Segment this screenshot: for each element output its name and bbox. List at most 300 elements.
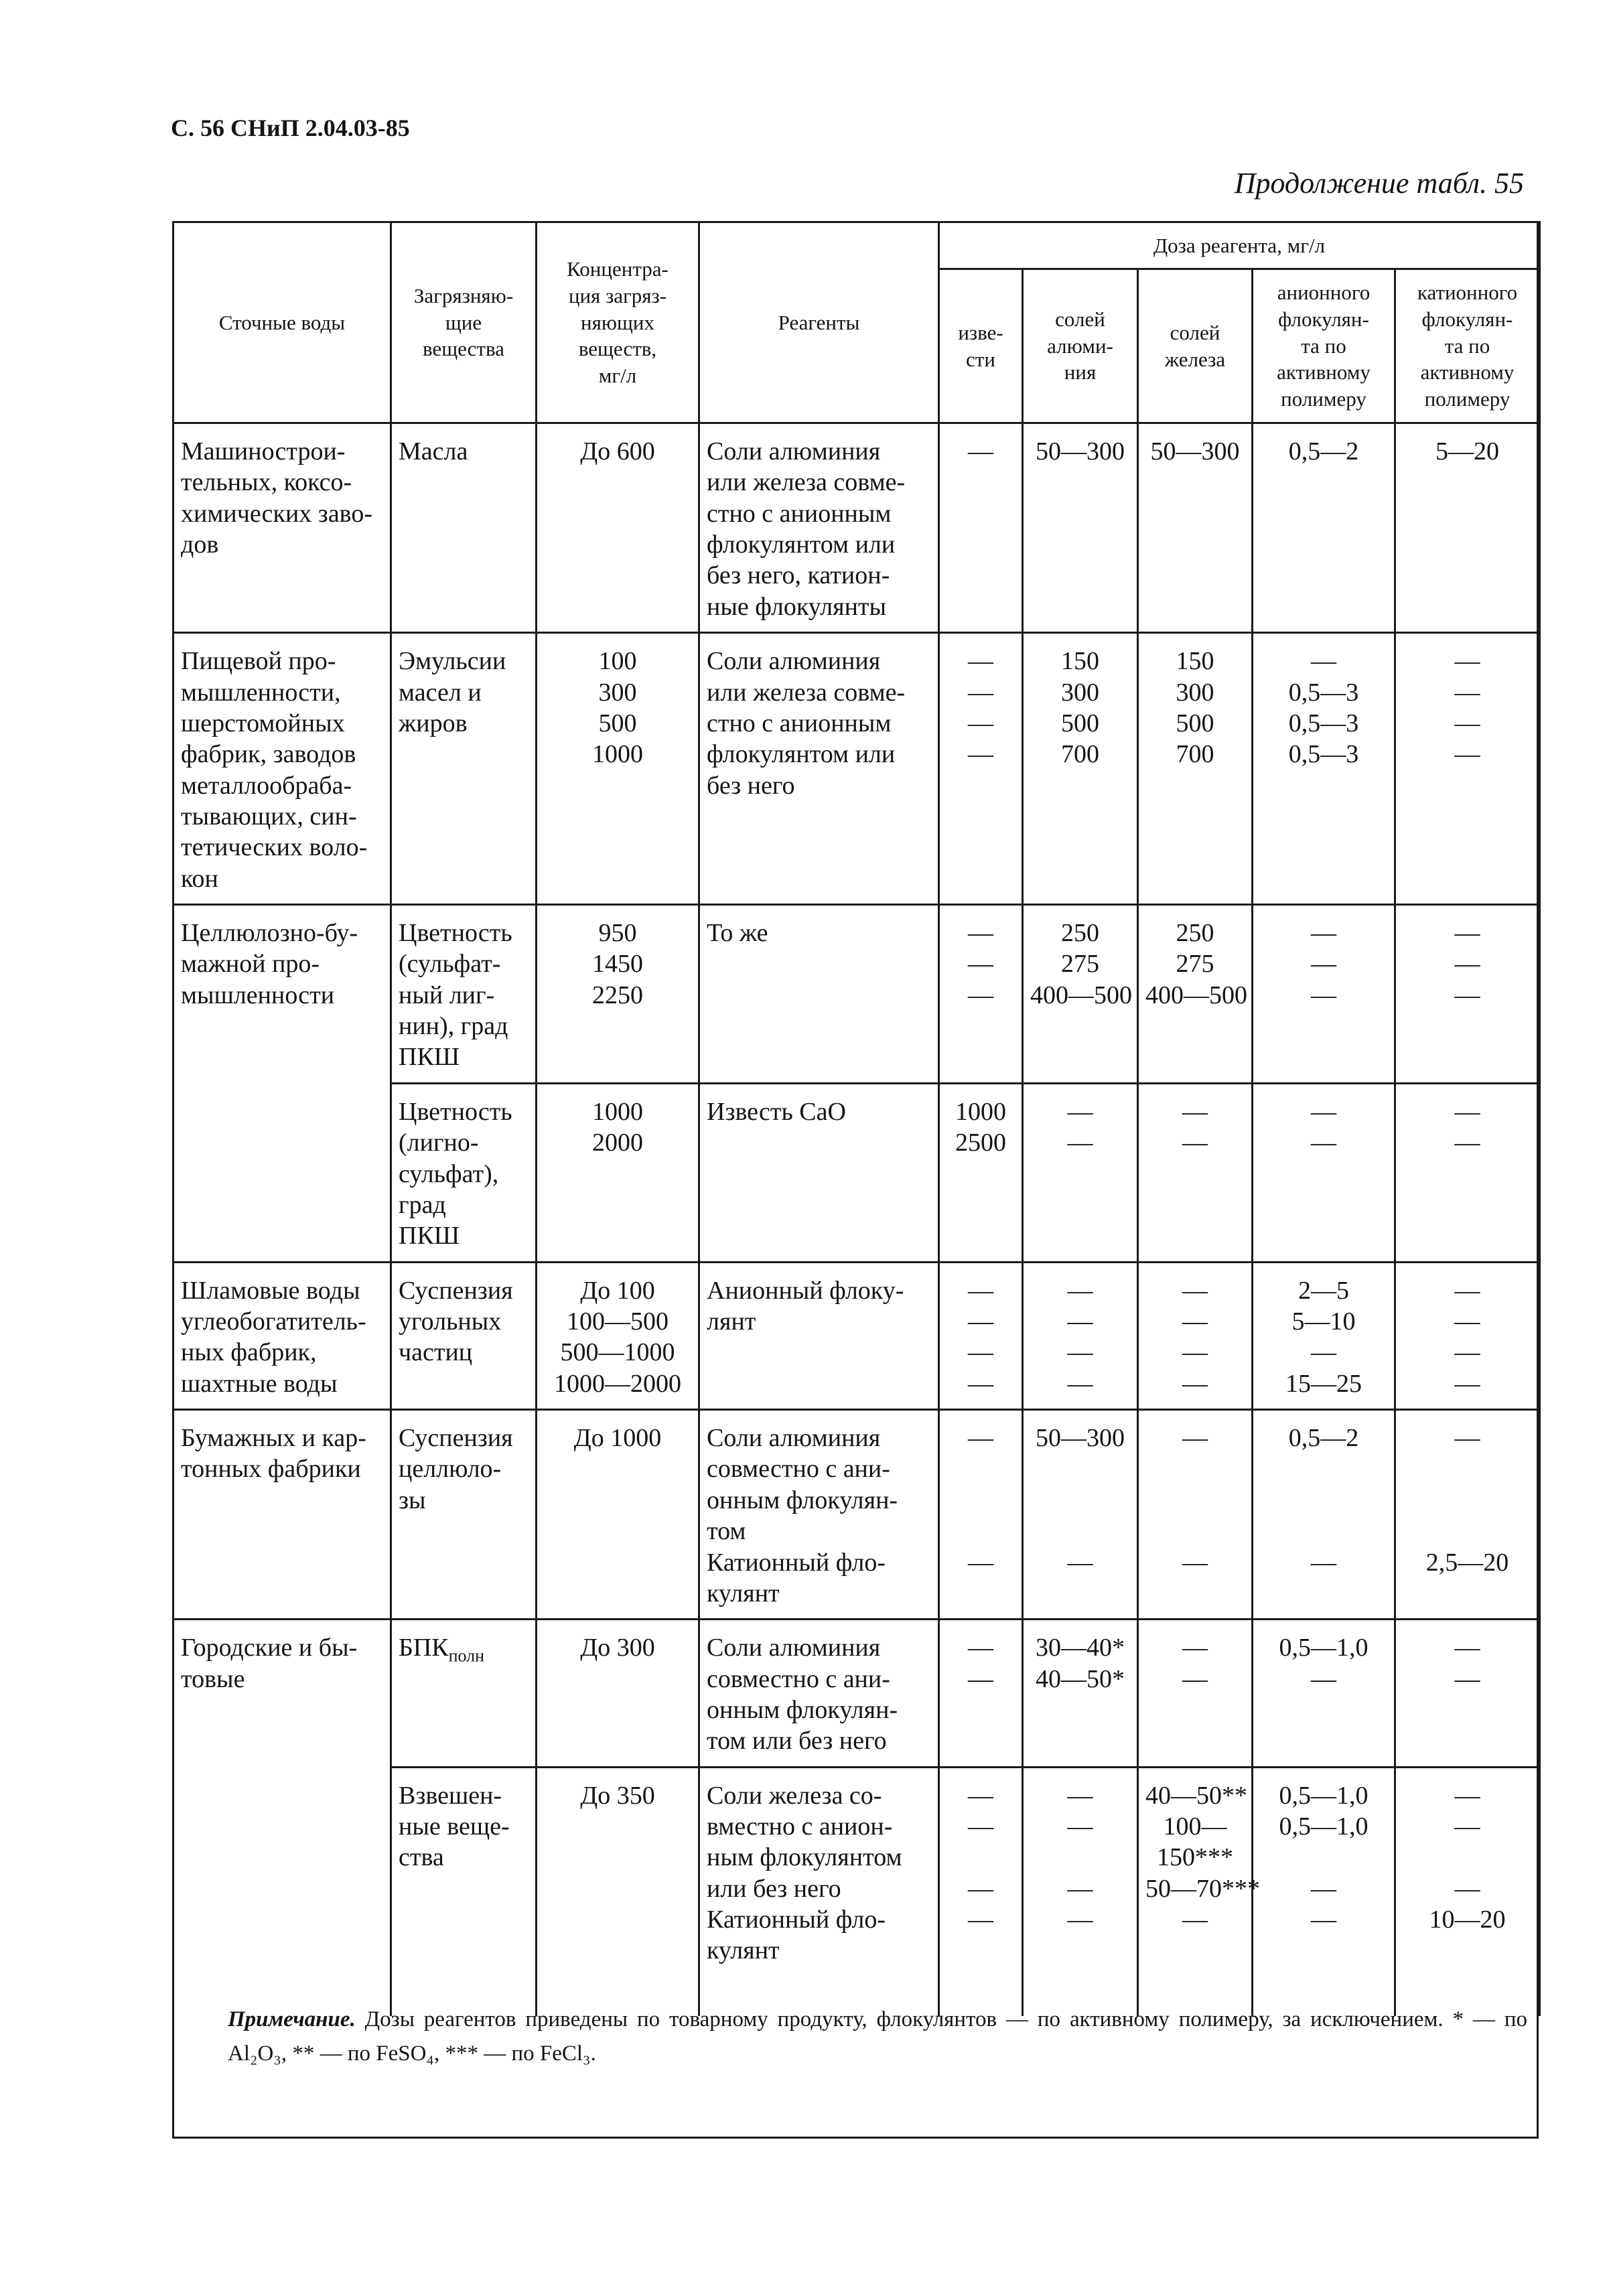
text-line: [1030, 1842, 1130, 1873]
text-line: 0,5—2: [1288, 437, 1359, 465]
text-line: 0,5—3: [1288, 709, 1359, 737]
text-line: активному: [1277, 360, 1371, 384]
text-line: сти: [966, 347, 995, 371]
header-reagents: [699, 222, 939, 423]
text-line: —: [1311, 1338, 1336, 1367]
text-line: 500: [1176, 709, 1214, 737]
text-line: мышленности: [181, 981, 335, 1009]
text-line: 2000: [592, 1129, 643, 1157]
table-row: [173, 1262, 1540, 1409]
text-line: [1260, 1485, 1387, 1516]
text-line: флокулян-: [1278, 307, 1369, 331]
text-line: без него, катион-: [707, 561, 890, 590]
text-line: —: [1067, 1276, 1093, 1305]
text-line: 700: [1176, 740, 1214, 769]
text-line: углеобогатитель-: [181, 1307, 366, 1336]
text-line: —: [1311, 1097, 1336, 1126]
text-line: стно с анионным: [707, 499, 892, 528]
text-line: —: [1182, 1369, 1208, 1398]
text-line: 300: [598, 678, 637, 707]
cell-lime: [939, 1620, 1023, 1767]
text-line: —: [1454, 1338, 1480, 1367]
cell-reagents: [699, 1767, 939, 1976]
cell-concentration: [537, 1620, 699, 1767]
text-line: То же: [707, 919, 768, 948]
cell-aluminium: [1023, 1083, 1138, 1262]
cell-lime: [939, 1262, 1023, 1409]
text-line: вещества: [423, 337, 504, 361]
text-line: угольных: [399, 1307, 502, 1336]
text-line: 0,5—3: [1288, 740, 1359, 769]
text-line: 100: [598, 647, 637, 676]
text-line: —: [1311, 1906, 1336, 1934]
text-line: целлюло-: [399, 1455, 502, 1484]
text-line: шахтные воды: [181, 1369, 338, 1398]
text-line: та по: [1301, 334, 1346, 358]
cell-reagents: [699, 1410, 939, 1620]
text-line: 500: [1061, 709, 1099, 737]
text-line: —: [1182, 1634, 1208, 1662]
text-line: 1000: [592, 740, 643, 769]
text-line: [1403, 1453, 1532, 1484]
text-line: 275: [1176, 950, 1214, 979]
cell-reagents: [699, 1083, 939, 1262]
text-line: —: [968, 1369, 993, 1398]
text-line: том: [707, 1517, 746, 1546]
cell-wastewater: [173, 633, 391, 905]
text-line: мышленности,: [181, 678, 341, 707]
text-line: 100—: [1163, 1812, 1227, 1841]
cell-wastewater: [173, 423, 391, 633]
text-line: —: [1454, 1812, 1480, 1841]
text-line: 50—300: [1036, 437, 1125, 465]
text-line: химических заво-: [181, 499, 373, 528]
text-line: железа: [1164, 347, 1226, 371]
text-line: —: [1454, 981, 1480, 1009]
text-line: —: [1311, 981, 1336, 1009]
text-line: —: [1067, 1812, 1093, 1841]
text-line: [1260, 1516, 1387, 1547]
text-line: флокулян-: [1421, 307, 1513, 331]
cell-aluminium: [1023, 1620, 1138, 1767]
cell-concentration: [537, 1262, 699, 1409]
text-line: Доза реагента, мг/л: [1153, 233, 1326, 257]
cell-cationic: [1395, 1410, 1540, 1620]
text-line: 40—50*: [1036, 1664, 1125, 1693]
text-line: —: [1454, 1664, 1480, 1693]
cell-aluminium: [1023, 633, 1138, 905]
cell-anionic: [1253, 1767, 1395, 1976]
text-line: [946, 1516, 1015, 1547]
text-line: тонных фабрики: [181, 1455, 361, 1484]
text-line: Катионный фло-: [707, 1548, 886, 1577]
text-line: Цветность: [399, 1097, 512, 1126]
cell-iron: [1138, 1410, 1253, 1620]
text-line: —: [1067, 1097, 1093, 1126]
text-line: [1403, 1516, 1532, 1547]
header-concentration: [537, 222, 699, 423]
text-line: мажной про-: [181, 950, 320, 979]
cell-pollutants: [391, 1083, 537, 1262]
bod-label: БПК: [399, 1634, 449, 1662]
text-line: [1403, 1842, 1532, 1873]
text-line: Соли алюминия: [707, 1424, 881, 1453]
text-line: 1000: [955, 1097, 1006, 1126]
text-line: —: [1182, 1906, 1208, 1934]
table-row: [173, 1410, 1540, 1620]
text-line: 100—500: [567, 1307, 669, 1336]
text-line: сульфат),: [399, 1159, 499, 1188]
text-line: Известь CaO: [707, 1097, 846, 1126]
text-line: изве-: [958, 320, 1003, 344]
text-line: полимеру: [1424, 387, 1511, 411]
text-line: Катионный фло-: [707, 1906, 886, 1934]
cell-iron: [1138, 1262, 1253, 1409]
text-line: —: [1182, 1424, 1208, 1453]
text-line: —: [968, 919, 993, 948]
cell-concentration: [537, 1083, 699, 1262]
cell-anionic: [1253, 1083, 1395, 1262]
text-line: ный лиг-: [399, 981, 495, 1009]
text-line: 950: [598, 919, 637, 948]
text-line: [1030, 1453, 1130, 1484]
text-line: Цветность: [399, 919, 512, 948]
text-line: Соли алюминия: [707, 437, 881, 465]
text-line: флокулянтом или: [707, 740, 896, 769]
text-line: 0,5—3: [1288, 678, 1359, 707]
text-line: солей: [1170, 320, 1220, 344]
cell-wastewater: [173, 1620, 391, 1976]
cell-cationic: [1395, 905, 1540, 1084]
text-line: —: [1454, 740, 1480, 769]
text-line: 0,5—1,0: [1279, 1634, 1369, 1662]
cell-lime: [939, 1410, 1023, 1620]
text-line: 50—300: [1150, 437, 1240, 465]
cell-iron: [1138, 633, 1253, 905]
text-line: тывающих, син-: [181, 802, 357, 831]
text-line: —: [1067, 1338, 1093, 1367]
text-line: кулянт: [707, 1579, 780, 1607]
text-line: Соли алюминия: [707, 1634, 881, 1662]
text-line: —: [1454, 1097, 1480, 1126]
text-line: Анионный флоку-: [707, 1276, 904, 1305]
text-line: —: [968, 1548, 993, 1577]
text-line: 300: [1176, 678, 1214, 707]
text-line: 2,5—20: [1425, 1548, 1509, 1577]
text-line: 0,5—1,0: [1279, 1781, 1369, 1810]
header-lime: [939, 269, 1023, 423]
text-line: ния: [1064, 360, 1097, 384]
text-line: Загрязняю-: [413, 283, 514, 307]
text-line: кон: [181, 864, 218, 893]
table-row: [173, 1620, 1540, 1767]
page-header: С. 56 СНиП 2.04.03-85: [171, 115, 410, 141]
cell-lime: [939, 1083, 1023, 1262]
text-line: —: [1454, 1424, 1480, 1453]
text-line: —: [1454, 1369, 1480, 1398]
text-line: —: [968, 1664, 993, 1693]
text-line: ные веще-: [399, 1812, 510, 1841]
table-continuation-caption: Продолжение табл. 55: [1234, 167, 1524, 200]
text-line: стно с анионным: [707, 709, 892, 737]
cell-aluminium: [1023, 423, 1138, 633]
text-line: —: [1311, 950, 1336, 979]
text-line: —: [1454, 919, 1480, 948]
text-line: анионного: [1277, 281, 1371, 305]
text-line: —: [1454, 1781, 1480, 1810]
text-line: [946, 1485, 1015, 1516]
cell-pollutants: [391, 1262, 537, 1409]
text-line: веществ,: [578, 337, 657, 361]
cell-anionic: [1253, 1620, 1395, 1767]
text-line: [1145, 1453, 1245, 1484]
text-line: Реагенты: [778, 310, 860, 334]
text-line: [1260, 1453, 1387, 1484]
text-line: 275: [1061, 950, 1099, 979]
text-line: —: [968, 1812, 993, 1841]
text-line: —: [1182, 1664, 1208, 1693]
text-line: —: [1454, 647, 1480, 676]
text-line: До 600: [580, 437, 655, 465]
cell-anionic: [1253, 905, 1395, 1084]
text-line: До 300: [580, 1634, 655, 1662]
header-pollutants: [391, 222, 537, 423]
text-line: алюми-: [1047, 334, 1113, 358]
cell-lime: [939, 633, 1023, 905]
text-line: —: [968, 1634, 993, 1662]
text-line: Соли алюминия: [707, 647, 881, 676]
text-line: масел и: [399, 678, 482, 707]
text-line: или железа совме-: [707, 678, 906, 707]
text-line: ПКШ: [399, 1043, 460, 1072]
cell-cationic: [1395, 1262, 1540, 1409]
text-line: тельных, коксо-: [181, 468, 352, 497]
text-line: Суспензия: [399, 1424, 513, 1453]
text-line: лянт: [707, 1307, 756, 1336]
cell-lime: [939, 905, 1023, 1084]
cell-aluminium: [1023, 1767, 1138, 1976]
text-line: Пищевой про-: [181, 647, 336, 676]
cell-lime: [939, 423, 1023, 633]
text-line: фабрик, заводов: [181, 740, 356, 769]
text-line: Суспензия: [399, 1276, 513, 1305]
text-line: 0,5—1,0: [1279, 1812, 1369, 1841]
text-line: Взвешен-: [399, 1781, 502, 1810]
text-line: (сульфат-: [399, 950, 501, 979]
cell-iron: [1138, 1620, 1253, 1767]
text-line: —: [968, 1424, 993, 1453]
header-cationic-flocculant: [1395, 269, 1540, 423]
text-line: Городские и бы-: [181, 1634, 358, 1662]
cell-anionic: [1253, 633, 1395, 905]
table-note: [228, 2003, 1527, 2071]
cell-anionic: [1253, 1262, 1395, 1409]
text-line: шерстомойных: [181, 709, 345, 737]
text-line: зы: [399, 1486, 426, 1514]
cell-aluminium: [1023, 905, 1138, 1084]
text-line: [1260, 1842, 1387, 1873]
cell-concentration: [537, 633, 699, 905]
text-line: тетических воло-: [181, 833, 368, 862]
text-line: 150: [1176, 647, 1214, 676]
cell-concentration: [537, 423, 699, 633]
text-line: —: [1311, 1129, 1336, 1157]
text-line: —: [1067, 1307, 1093, 1336]
text-line: 10—20: [1429, 1906, 1506, 1934]
text-line: До 100: [580, 1276, 655, 1305]
cell-anionic: [1253, 423, 1395, 633]
text-line: Сточные воды: [218, 310, 346, 334]
text-line: Целлюлозно-бу-: [181, 919, 358, 948]
text-line: [1030, 1516, 1130, 1547]
text-line: 250: [1176, 919, 1214, 948]
cell-iron: [1138, 423, 1253, 633]
text-line: —: [968, 1874, 993, 1903]
text-line: товые: [181, 1664, 245, 1693]
text-line: Концентра-: [567, 257, 669, 281]
cell-concentration: [537, 905, 699, 1084]
text-line: —: [1311, 1548, 1336, 1577]
cell-pollutants: [391, 1767, 537, 1976]
table-row: [173, 633, 1540, 905]
text-line: частиц: [399, 1338, 473, 1367]
text-line: Машинострои-: [181, 437, 346, 465]
cell-pollutants: [391, 1620, 537, 1767]
note-label: Примечание.: [228, 2007, 356, 2031]
text-line: совместно с ани-: [707, 1455, 890, 1484]
text-line: До 1000: [573, 1424, 662, 1453]
text-line: —: [1182, 1129, 1208, 1157]
text-line: —: [1182, 1276, 1208, 1305]
text-line: 1450: [592, 950, 643, 979]
text-line: 2500: [955, 1129, 1006, 1157]
text-line: жиров: [399, 709, 468, 737]
text-line: 30—40*: [1036, 1634, 1125, 1662]
text-line: град: [399, 1190, 446, 1219]
text-line: —: [1311, 1874, 1336, 1903]
text-line: —: [968, 1338, 993, 1367]
text-line: Масла: [399, 437, 468, 465]
text-line: —: [1311, 647, 1336, 676]
text-line: [1030, 1485, 1130, 1516]
text-line: —: [1182, 1338, 1208, 1367]
text-line: 0,5—2: [1288, 1424, 1359, 1453]
text-line: [1403, 1485, 1532, 1516]
text-line: [946, 1453, 1015, 1484]
cell-reagents: [699, 423, 939, 633]
text-line: том или без него: [707, 1727, 887, 1755]
text-line: [946, 1842, 1015, 1873]
cell-wastewater: [173, 1410, 391, 1620]
text-line: До 350: [580, 1781, 655, 1810]
text-line: —: [1067, 1781, 1093, 1810]
text-line: —: [1311, 1664, 1336, 1693]
cell-cationic: [1395, 1620, 1540, 1767]
text-line: ПКШ: [399, 1222, 460, 1250]
text-line: ция загряз-: [568, 283, 667, 307]
cell-cationic: [1395, 633, 1540, 905]
text-line: 40—50**: [1145, 1781, 1247, 1810]
text-line: совместно с ани-: [707, 1664, 890, 1693]
text-line: —: [1067, 1369, 1093, 1398]
text-line: —: [1454, 678, 1480, 707]
cell-iron: [1138, 1767, 1260, 1976]
text-line: нин), град: [399, 1012, 508, 1041]
cell-reagents: [699, 1620, 939, 1767]
text-line: кулянт: [707, 1936, 780, 1965]
table-row: [173, 423, 1540, 633]
text-line: активному: [1420, 360, 1515, 384]
text-line: —: [1311, 919, 1336, 948]
text-line: катионного: [1417, 281, 1518, 305]
table-row: [173, 905, 1540, 1084]
text-line: —: [968, 437, 993, 465]
cell-cationic: [1395, 1083, 1540, 1262]
cell-aluminium: [1023, 1410, 1138, 1620]
text-line: 2—5: [1298, 1276, 1349, 1305]
text-line: —: [1454, 950, 1480, 979]
cell-anionic: [1253, 1410, 1395, 1620]
text-line: —: [1454, 1874, 1480, 1903]
text-line: —: [968, 1276, 993, 1305]
text-line: —: [1454, 709, 1480, 737]
cell-lime: [939, 1767, 1023, 1976]
text-line: —: [968, 950, 993, 979]
cell-reagents: [699, 905, 939, 1084]
text-line: 50—300: [1036, 1424, 1125, 1453]
text-line: 1000: [592, 1097, 643, 1126]
text-line: 400—500: [1030, 981, 1132, 1009]
text-line: [1145, 1516, 1245, 1547]
cell-reagents: [699, 1262, 939, 1409]
text-line: 150***: [1157, 1843, 1233, 1872]
text-line: онным флокулян-: [707, 1695, 898, 1724]
text-line: —: [968, 709, 993, 737]
text-line: Соли железа со-: [707, 1781, 882, 1810]
text-line: —: [968, 1781, 993, 1810]
text-line: или без него: [707, 1874, 841, 1903]
bod-subscript: полн: [448, 1646, 485, 1666]
text-line: щие: [445, 310, 482, 334]
text-line: 500: [598, 709, 637, 737]
text-line: —: [1182, 1307, 1208, 1336]
text-line: онным флокулян-: [707, 1486, 898, 1514]
text-line: Шламовые воды: [181, 1276, 360, 1305]
text-line: 700: [1061, 740, 1099, 769]
text-line: или железа совме-: [707, 468, 906, 497]
text-line: 400—500: [1145, 981, 1247, 1009]
text-line: —: [968, 981, 993, 1009]
cell-pollutants: [391, 1410, 537, 1620]
text-line: —: [968, 1307, 993, 1336]
text-line: —: [1067, 1906, 1093, 1934]
text-line: —: [968, 678, 993, 707]
text-line: полимеру: [1281, 387, 1366, 411]
text-line: Бумажных и кар-: [181, 1424, 366, 1453]
text-line: 50—70***: [1145, 1874, 1260, 1903]
text-line: (лигно-: [399, 1129, 479, 1157]
header-anionic-flocculant: [1253, 269, 1395, 423]
note-text: Дозы реагентов приведены по товарному продукту, флокулянтов — по активному полимеру, за исключением. * — по Al₂O₃, ** — по FeSO₄, *** — по FeCl₃.: [228, 2007, 1528, 2066]
text-line: флокулянтом или: [707, 530, 896, 559]
text-line: няющих: [581, 310, 654, 334]
text-line: 2250: [592, 981, 643, 1009]
text-line: Эмульсии: [399, 647, 506, 676]
text-line: ных фабрик,: [181, 1338, 317, 1367]
text-line: —: [968, 1906, 993, 1934]
text-line: —: [1454, 1634, 1480, 1662]
text-line: —: [1067, 1129, 1093, 1157]
